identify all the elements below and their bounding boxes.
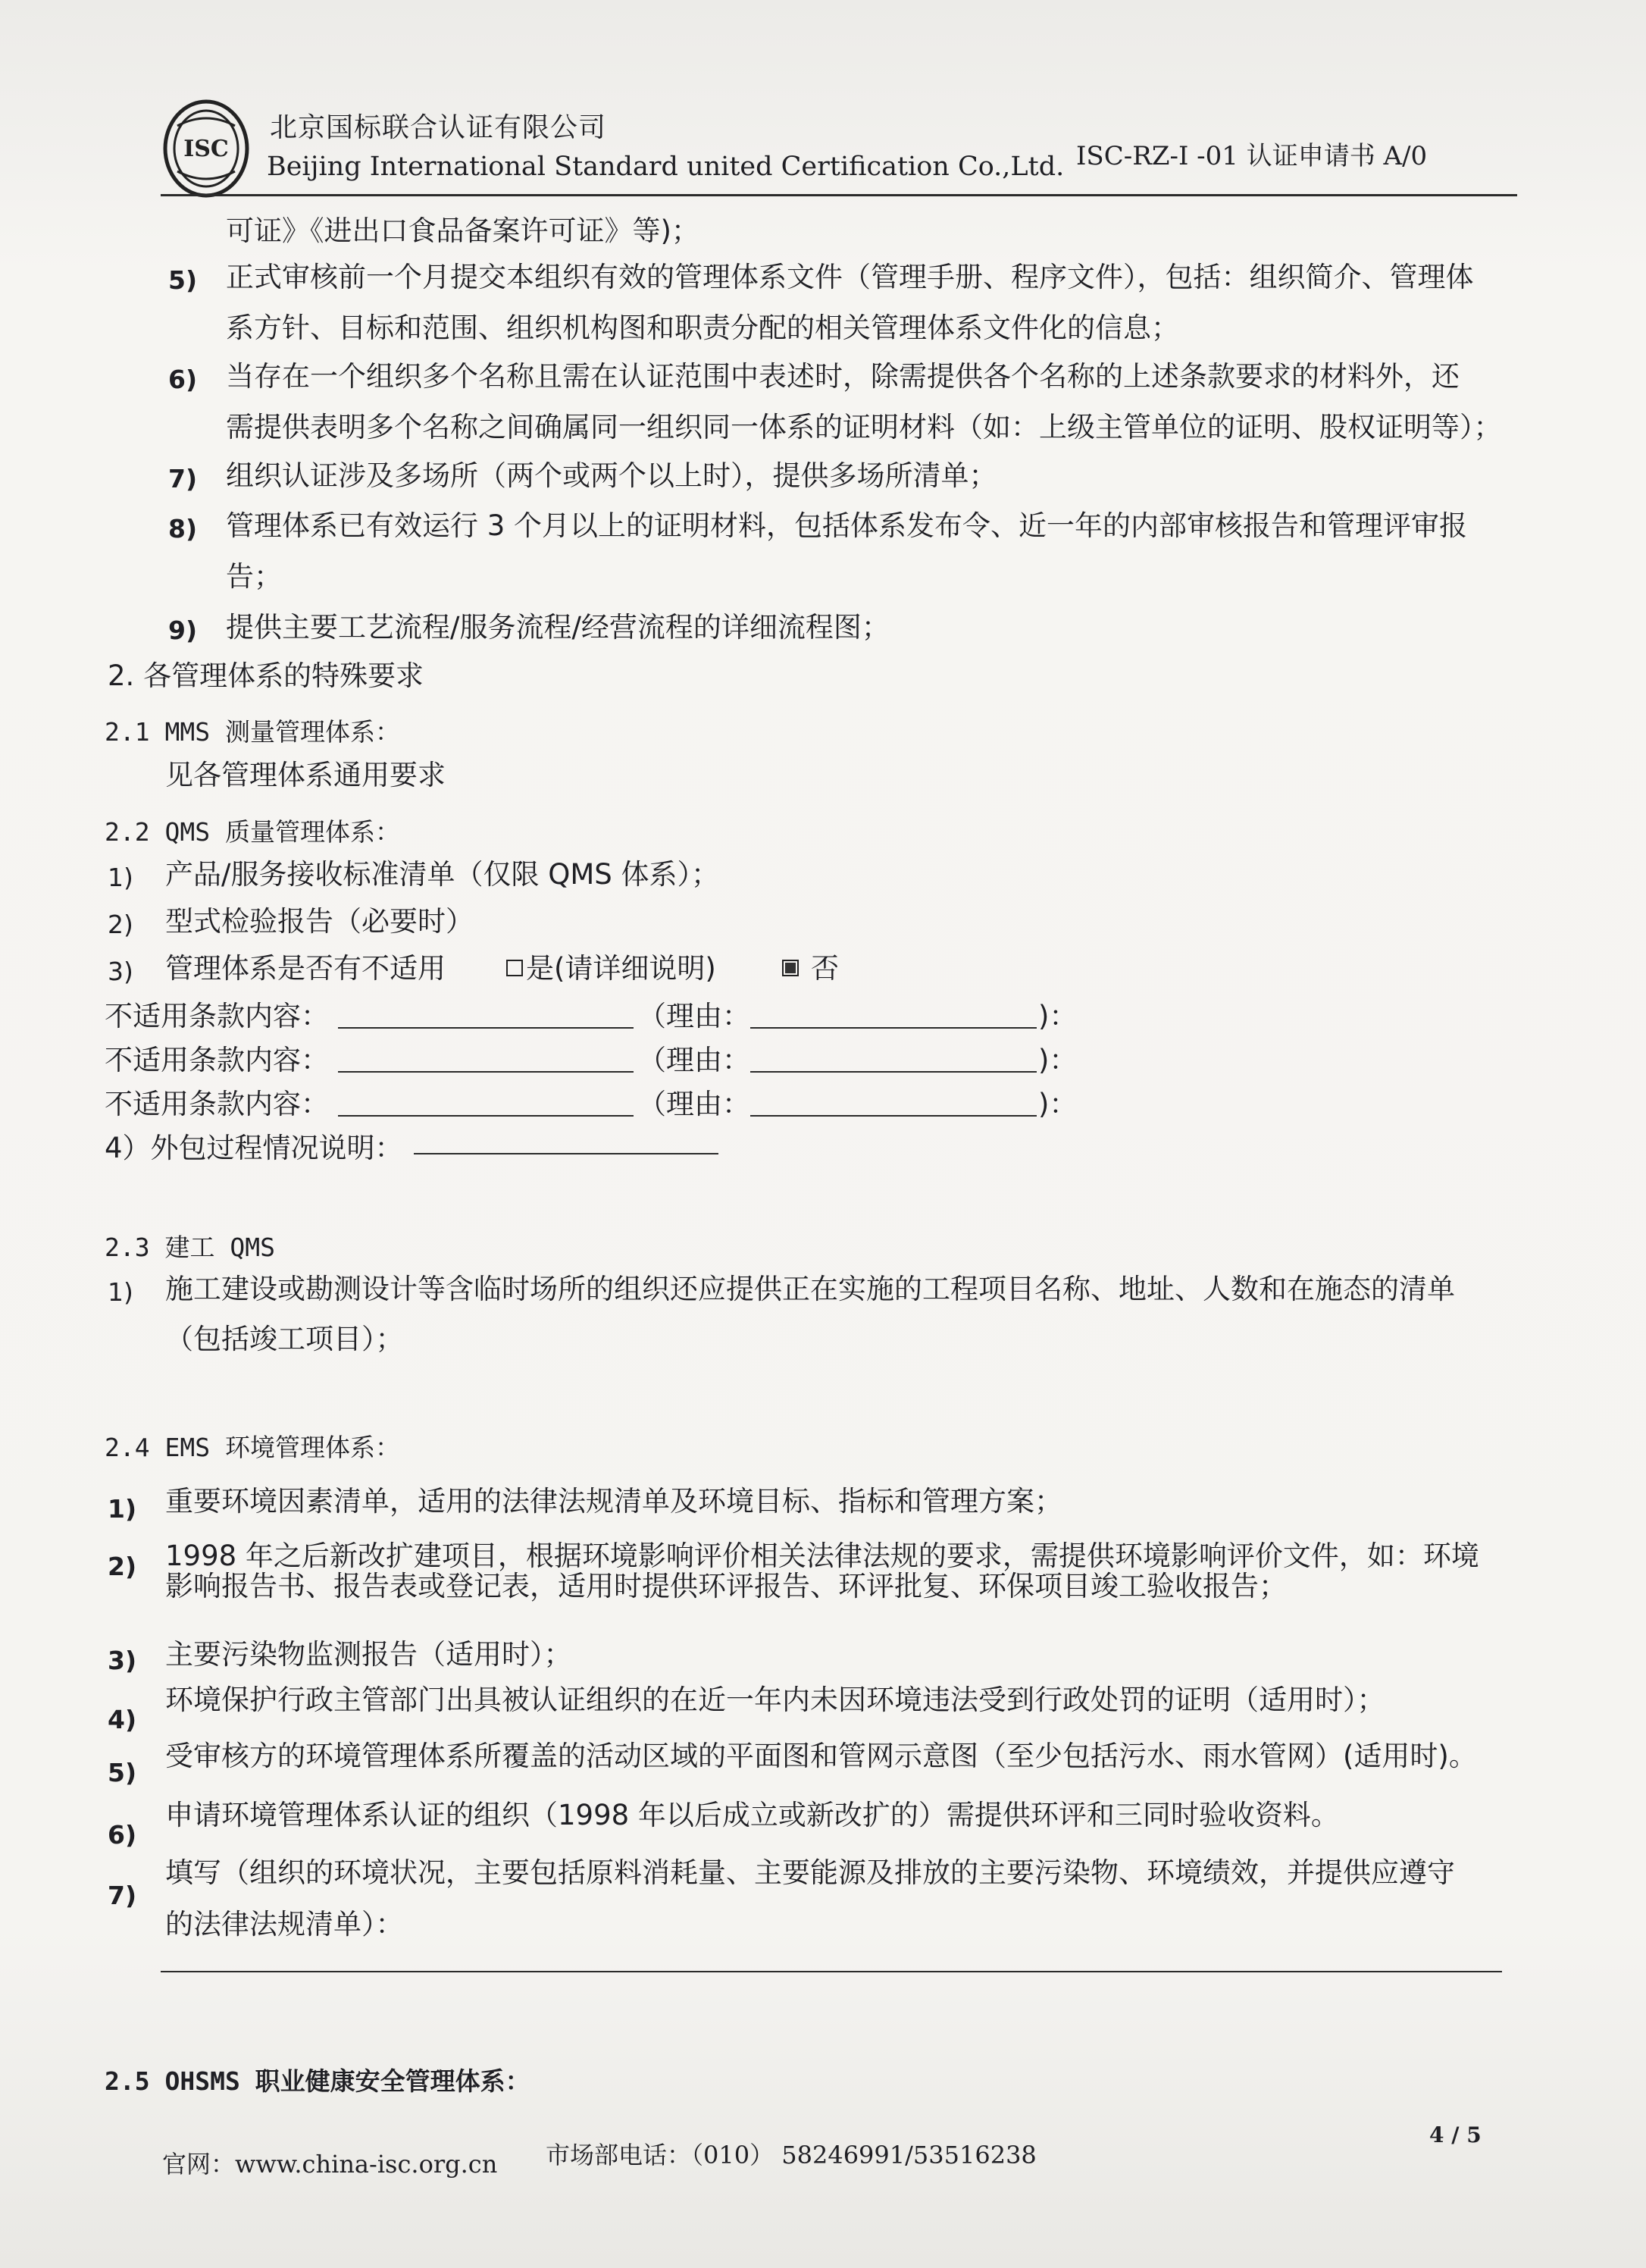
list-item-text: 可证》《进出口食品备案许可证》等)； <box>226 215 699 247</box>
section-heading: 2. 各管理体系的特殊要求 <box>108 659 424 692</box>
list-item-text: 产品/服务接收标准清单（仅限 QMS 体系）； <box>165 858 720 891</box>
list-item-text: 重要环境因素清单，适用的法律法规清单及环境目标、指标和管理方案； <box>165 1485 1062 1518</box>
reason-label: （理由： <box>638 1088 750 1120</box>
list-item-number: 3) <box>108 957 133 986</box>
outsource-label: 4）外包过程情况说明： <box>105 1132 403 1164</box>
list-item-text: 管理体系是否有不适用 <box>165 952 446 985</box>
list-item-number: 5) <box>168 265 198 295</box>
subsection-heading-qms: 2.2 QMS 质量管理体系： <box>105 817 400 847</box>
page-number: 4 / 5 <box>1429 2122 1482 2147</box>
reason-field-3[interactable] <box>750 1115 1037 1117</box>
list-item-number: 7) <box>108 1881 137 1910</box>
list-item-number: 6) <box>108 1820 137 1850</box>
logo-text: ISC <box>183 136 229 162</box>
list-item-text: 正式审核前一个月提交本组织有效的管理体系文件（管理手册、程序文件），包括：组织简介、管理体 <box>226 261 1474 293</box>
subsection-heading-ems: 2.4 EMS 环境管理体系： <box>105 1433 400 1462</box>
footer-website: 官网：www.china-isc.org.cn <box>162 2150 498 2179</box>
footer-phone: 市场部电话：（010） 58246991/53516238 <box>546 2141 1037 2169</box>
company-name-en: Beijing International Standard united Certification Co.,Ltd. <box>267 152 1065 182</box>
checkbox-yes[interactable] <box>506 960 523 976</box>
list-item-text: 需提供表明多个名称之间确属同一组织同一体系的证明材料（如：上级主管单位的证明、股权证明等）； <box>226 411 1502 443</box>
reason-close: )： <box>1038 1000 1078 1032</box>
list-item-text: 环境保护行政主管部门出具被认证组织的在近一年内未因环境违法受到行政处罚的证明（适用时）； <box>165 1684 1385 1716</box>
list-item-text: 受审核方的环境管理体系所覆盖的活动区域的平面图和管网示意图（至少包括污水、雨水管网）(适用时)。 <box>165 1740 1477 1772</box>
list-item-text: 系方针、目标和范围、组织机构图和职责分配的相关管理体系文件化的信息； <box>226 312 1179 344</box>
reason-field-2[interactable] <box>750 1071 1037 1073</box>
list-item-text: 申请环境管理体系认证的组织（1998 年以后成立或新改扩的）需提供环评和三同时验收资料。 <box>165 1799 1339 1831</box>
list-item-text: 的法律法规清单）： <box>165 1908 404 1941</box>
reason-close: )： <box>1038 1088 1078 1120</box>
checkbox-no-label: 否 <box>811 952 839 985</box>
list-item-text: 当存在一个组织多个名称且需在认证范围中表述时，除需提供各个名称的上述条款要求的材料外，还 <box>226 360 1460 393</box>
list-item-number: 3) <box>108 1646 137 1675</box>
list-item-number: 2) <box>108 910 133 939</box>
list-item-number: 7) <box>168 464 198 493</box>
company-logo <box>161 96 252 199</box>
list-item-number: 8) <box>168 514 198 544</box>
reason-label: （理由： <box>638 1044 750 1076</box>
list-item-text: 型式检验报告（必要时） <box>165 905 474 938</box>
reason-field-1[interactable] <box>750 1027 1037 1029</box>
clause-field-1[interactable] <box>338 1027 634 1029</box>
clause-label: 不适用条款内容： <box>105 1088 329 1120</box>
environment-status-fill-line[interactable] <box>161 1971 1502 1972</box>
document-code: ISC-RZ-I -01 认证申请书 A/0 <box>1076 141 1428 171</box>
mms-text: 见各管理体系通用要求 <box>165 759 446 791</box>
reason-close: )： <box>1038 1044 1078 1076</box>
list-item-text: 提供主要工艺流程/服务流程/经营流程的详细流程图； <box>226 611 890 644</box>
list-item-text: 管理体系已有效运行 3 个月以上的证明材料，包括体系发布令、近一年的内部审核报告和管理评审报 <box>226 509 1468 542</box>
list-item-number: 2) <box>108 1552 137 1581</box>
subsection-heading-ohsms: 2.5 OHSMS 职业健康安全管理体系： <box>105 2066 530 2096</box>
clause-label: 不适用条款内容： <box>105 1044 329 1076</box>
list-item-text: 告； <box>226 560 282 593</box>
list-item-number: 4) <box>108 1705 137 1734</box>
list-item-number: 1) <box>108 1277 133 1307</box>
subsection-heading-mms: 2.1 MMS 测量管理体系： <box>105 717 400 747</box>
list-item-number: 1) <box>108 863 133 892</box>
checkbox-no[interactable] <box>782 960 799 976</box>
outsource-field[interactable] <box>414 1153 718 1154</box>
clause-field-2[interactable] <box>338 1071 634 1073</box>
subsection-heading-construction: 2.3 建工 QMS <box>105 1233 275 1262</box>
list-item-number: 1) <box>108 1494 137 1524</box>
header-divider <box>161 194 1517 196</box>
clause-field-3[interactable] <box>338 1115 634 1117</box>
list-item-text: 填写（组织的环境状况，主要包括原料消耗量、主要能源及排放的主要污染物、环境绩效，并提供应遵守 <box>165 1856 1455 1889</box>
list-item-number: 6) <box>168 365 198 394</box>
clause-label: 不适用条款内容： <box>105 1000 329 1032</box>
checkbox-yes-label: 是(请详细说明) <box>526 952 716 985</box>
list-item-text: 组织认证涉及多场所（两个或两个以上时），提供多场所清单； <box>226 459 997 492</box>
list-item-text: 影响报告书、报告表或登记表，适用时提供环评报告、环评批复、环保项目竣工验收报告； <box>165 1570 1287 1602</box>
reason-label: （理由： <box>638 1000 750 1032</box>
list-item-number: 5) <box>108 1758 137 1787</box>
list-item-number: 9) <box>168 616 198 645</box>
list-item-text: 主要污染物监测报告（适用时）； <box>165 1638 572 1671</box>
list-item-text: （包括竣工项目）； <box>165 1323 404 1355</box>
company-name-cn: 北京国标联合认证有限公司 <box>270 112 607 143</box>
list-item-text: 1998 年之后新改扩建项目，根据环境影响评价相关法律法规的要求，需提供环境影响评价文件，如：环境 <box>165 1540 1479 1572</box>
list-item-text: 施工建设或勘测设计等含临时场所的组织还应提供正在实施的工程项目名称、地址、人数和在施态的清单 <box>165 1273 1455 1305</box>
